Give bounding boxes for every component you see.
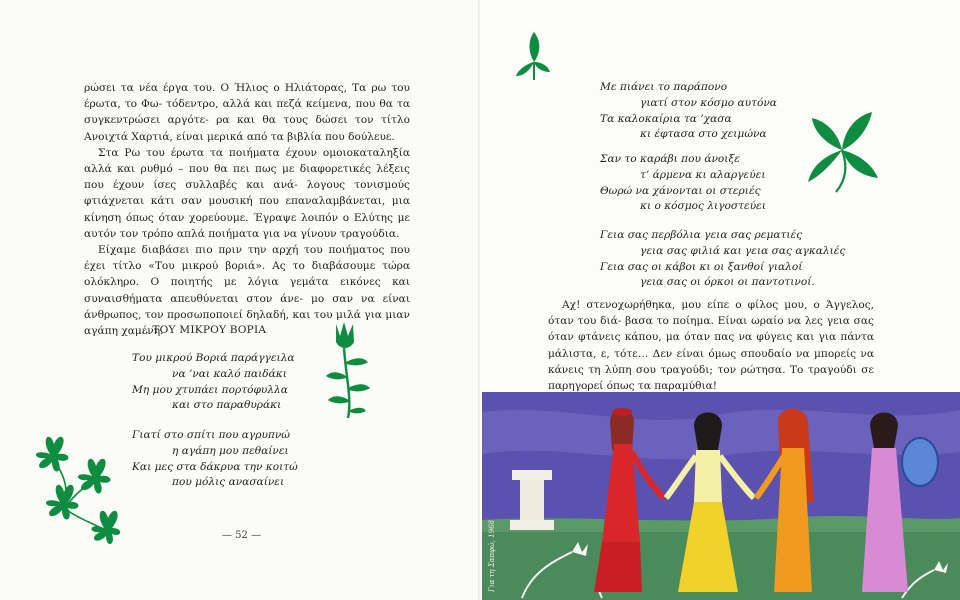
verse-line: τ’ άρμενα κι αλαργεύει — [640, 168, 766, 181]
leaf-sprout-icon — [512, 28, 552, 82]
tulip-branch-icon — [318, 318, 382, 422]
dancing-women-painting — [482, 392, 960, 600]
stanza — [600, 228, 845, 291]
verse-line: Τα καλοκαίρια τα ’χασα — [600, 112, 732, 125]
verse-line: να ’ναι καλό παιδάκι — [172, 367, 287, 380]
verse-line: γεια σας φιλιά και γεια σας αγκαλιές — [640, 244, 846, 257]
stanza — [600, 80, 777, 143]
poem-title: … ΤΟΥ ΜΙΚΡΟΥ ΒΟΡΙΑ — [138, 324, 267, 336]
verse-line: Θωρώ να χάνονται οι στεριές — [600, 184, 761, 197]
verse-line: κι ο κόσμος λιγοστεύει — [640, 200, 766, 213]
clover-leaves-icon — [20, 424, 124, 550]
painting-illustration — [482, 392, 960, 600]
page-number: — 52 — — [222, 530, 262, 541]
paragraph: Στα Ρω του έρωτα τα ποιήματα έχουν ομοιοκαταληξία αλλά και ρυθμό – που θα πει πως με διαφορετικές λέξεις που έχουν ίσες συλλαβές και ανά- λογους τονισμούς φτιάχνεται κάτι σαν μουσική που επαναλαμβάνεται, μια κίνηση όπως όταν χορεύουμε. Έγραψε λοιπόν ο Ελύτης με αυτόν τον τρόπο απλά ποιήματα για να γίνουν τραγούδια. — [84, 146, 410, 240]
paragraph: Αχ! στενοχωρήθηκα, μου είπε ο φίλος μου, ο Άγγελος, όταν του διά- βασα το ποίημα. Είναι ωραίο να λες γεια σας όταν φτάνεις κάπου, μα όταν πας να φύγεις και για πάντα μάλιστα, ε, τότε… Δεν είναι όμως σπουδαίο να μπορείς να κάνεις τη λύπη σου τραγούδι; τον ρώτησα. Το τραγούδι σε παρηγορεί όπως τα παραμύθια! — [548, 299, 874, 393]
verse-line: γεια σας οι όρκοι οι παντοτινοί. — [640, 276, 815, 289]
left-prose — [84, 80, 410, 339]
verse-line: γιατί στον κόσμο αυτόνα — [640, 96, 777, 109]
verse-line: Του μικρού Βοριά παράγγειλα — [132, 352, 295, 364]
pinwheel-leaves-icon — [806, 106, 880, 194]
verse-line: Και μες στα δάκρυα την κοιτώ — [132, 460, 298, 473]
right-prose — [548, 297, 874, 394]
verse-line: Μη μου χτυπάει πορτόφυλλα — [132, 383, 288, 396]
verse-line: και στο παραθυράκι — [172, 399, 282, 412]
stanza — [132, 428, 298, 491]
stanza — [600, 152, 766, 215]
verse-line: Γιατί στο σπίτι που αγρυπνώ — [132, 429, 290, 441]
paragraph: ρώσει τα νέα έργα του. Ο Ήλιος ο Ηλιάτορας, Τα ρω του έρωτα, το Φω- τόδεντρο, αλλά και πεζά κείμενα, που θα τα συγκεντρώσει αργότε- ρα και θα τους δώσει τον τίτλο Ανοιχτά Χαρτιά, είναι μερικά από τα βιβλία που δούλευε. — [84, 82, 410, 143]
verse-line: Σαν το καράβι που άνοιξε — [600, 153, 740, 165]
verse-line: Με πιάνει το παράπονο — [600, 81, 728, 93]
paragraph: Είχαμε διαβάσει πιο πριν την αρχή του ποιήματος που έχει τίτλο «Του μικρού βοριά». Ας το διαβάσουμε τώρα ολόκληρο. Ο ποιητής με λόγια γεμάτα εικόνες και συναισθήματα απευθύνεται στον άνε- μο σαν να είναι άνθρωπος, τον προσωποποιεί δηλαδή, και του μιλά για μιαν αγάπη χαμένη. — [84, 244, 410, 338]
verse-line: η αγάπη μου πεθαίνει — [172, 444, 289, 457]
verse-line: κι έφτασα στο χειμώνα — [640, 128, 767, 141]
verse-line: Γεια σας περβόλια γεια σας ρεματιές — [600, 229, 803, 241]
painting-caption: Για τη Σαπφώ, 1968 — [488, 520, 496, 592]
verse-line: Γεια σας οι κάβοι κι οι ξανθοί γιαλοί — [600, 260, 803, 273]
verse-line: που μόλις ανασαίνει — [172, 476, 285, 489]
stanza — [132, 351, 295, 414]
